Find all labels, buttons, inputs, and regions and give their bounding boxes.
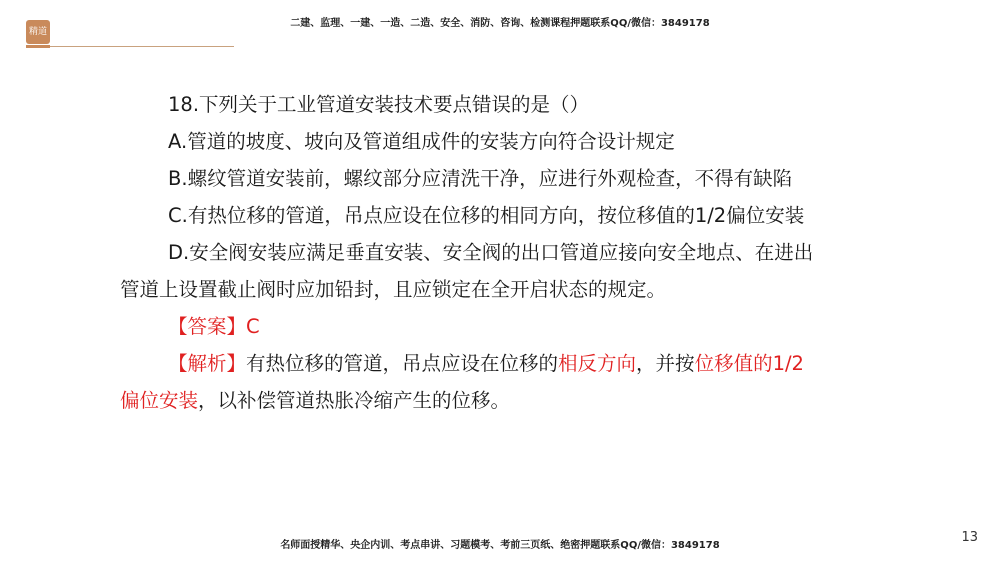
question-content [120,86,820,419]
analysis-text-2: ，并按 [636,352,695,375]
analysis-highlight-2: 位移值的1/2偏位安装 [120,352,804,412]
footer-contact-text: 名师面授精华、央企内训、考点串讲、习题模考、考前三页纸、绝密押题联系QQ/微信：3849178 [280,540,720,551]
brand-logo: 精道 [26,20,50,44]
answer-label: 【答案】 [168,315,247,338]
option-b: B.螺纹管道安装前，螺纹部分应清洗干净，应进行外观检查，不得有缺陷 [168,167,793,190]
question-stem: 18.下列关于工业管道安装技术要点错误的是（） [168,93,590,116]
analysis-text-1: 有热位移的管道，吊点应设在位移的 [246,352,559,375]
analysis-label: 【解析】 [168,352,247,375]
answer-value: C [246,315,260,338]
analysis-paragraph [120,345,820,419]
option-a: A.管道的坡度、坡向及管道组成件的安装方向符合设计规定 [168,130,675,153]
header-contact-text: 二建、监理、一建、一造、二造、安全、消防、咨询、检测课程押题联系QQ/微信：3849178 [290,18,710,29]
answer-line [120,308,820,345]
header-divider [26,46,234,47]
option-c: C.有热位移的管道，吊点应设在位移的相同方向，按位移值的1/2偏位安装 [168,204,805,227]
analysis-text-3: ，以补偿管道热胀冷缩产生的位移。 [198,389,511,412]
page-number: 13 [961,530,978,545]
option-d: D.安全阀安装应满足垂直安装、安全阀的出口管道应接向安全地点、在进出管道上设置截止阀时应加铅封，且应锁定在全开启状态的规定。 [120,241,814,301]
analysis-highlight-1: 相反方向 [558,352,637,375]
